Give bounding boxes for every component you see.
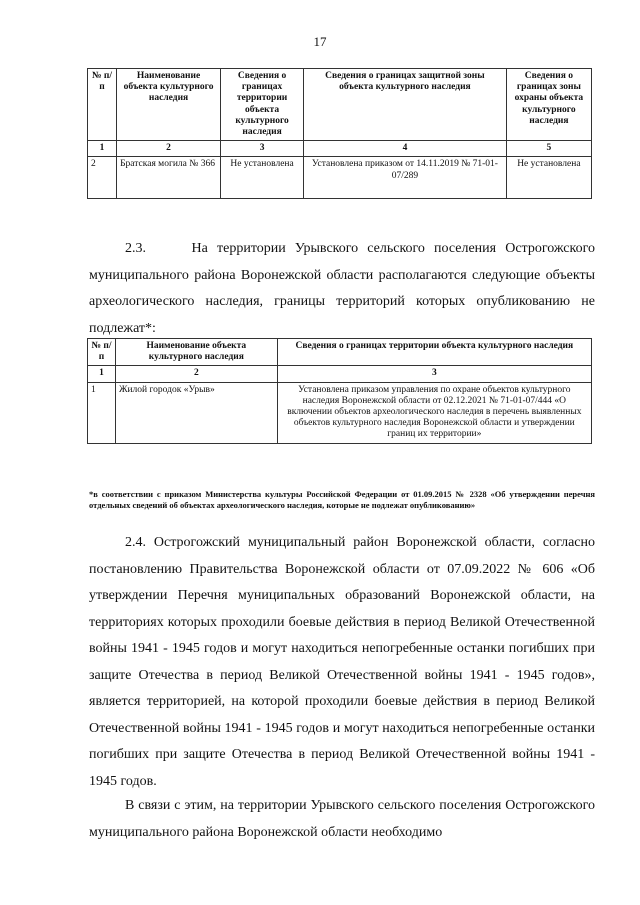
cell-object-name: Жилой городок «Урыв» (115, 382, 277, 443)
cell-number: 2 (88, 157, 117, 199)
cell-territory-bounds: Не установлена (221, 157, 304, 199)
column-number: 2 (115, 366, 277, 382)
cell-protective-zone: Установлена приказом от 14.11.2019 № 71-01-07/289 (304, 157, 507, 199)
column-number: 2 (117, 141, 221, 157)
column-number: 3 (221, 141, 304, 157)
table-row (88, 382, 592, 443)
page-number: 17 (313, 34, 327, 49)
column-number: 3 (277, 366, 591, 382)
cell-number: 1 (88, 382, 116, 443)
column-number: 1 (88, 366, 116, 382)
header-territory-bounds: Сведения о границах территории объекта культурного наследия (277, 339, 591, 366)
footnote: *в соответствии с приказом Министерства культуры Российской Федерации от 01.09.2015 № 2328 «Об утверждении перечня отдельных сведений об объектах археологического наследия, которые не подлежат опубликованию» (89, 489, 595, 510)
paragraph-2-3: 2.3. На территории Урывского сельского поселения Острогожского муниципального района Воронежской области располагаются следующие объекты археологического наследия, границы территорий которых опубликованию не подлежат*: (89, 241, 595, 336)
column-number: 5 (506, 141, 591, 157)
column-number-row (88, 141, 592, 157)
table-row (88, 157, 592, 199)
header-protective-zone: Сведения о границах защитной зоны объекта культурного наследия (304, 69, 507, 141)
column-number: 1 (88, 141, 117, 157)
header-protection-zone: Сведения о границах зоны охраны объекта культурного наследия (506, 69, 591, 141)
header-number: № п/п (88, 69, 117, 141)
header-object-name: Наименование объекта культурного наследия (117, 69, 221, 141)
header-territory-bounds: Сведения о границах территории объекта культурного наследия (221, 69, 304, 141)
header-object-name: Наименование объекта культурного наследия (115, 339, 277, 366)
cell-protection-zone: Не установлена (506, 157, 591, 199)
archaeological-heritage-table (87, 338, 592, 444)
table-header-row (88, 339, 592, 366)
column-number-row (88, 366, 592, 382)
paragraph-consequence: В связи с этим, на территории Урывского сельского поселения Острогожского муниципального района Воронежской области необходимо (89, 798, 595, 840)
heritage-zones-table (87, 68, 592, 199)
cell-territory-bounds: Установлена приказом управления по охране объектов культурного наследия Воронежской области от 02.12.2021 № 71-01-07/444 «О включении объектов археологического наследия в перечень выявленных объектов культурного наследия Воронежской области и утверждении границ их территории» (277, 382, 591, 443)
paragraph-2-4: 2.4. Острогожский муниципальный район Воронежской области, согласно постановлению Правительства Воронежской области от 07.09.2022 № 606 «Об утверждении Перечня муниципальных образований Воронежской области, на территориях которых проходили боевые действия в период Великой Отечественной войны 1941 - 1945 годов и могут находиться непогребенные останки погибших при защите Отечества в период Великой Отечественной войны 1941 - 1945 годов», является территорией, на которой проходили боевые действия в период Великой Отечественной войны 1941 - 1945 годов и могут находиться непогребенные останки погибших при защите Отечества в период Великой Отечественной войны 1941 - 1945 годов. (89, 535, 595, 789)
column-number: 4 (304, 141, 507, 157)
table-header-row (88, 69, 592, 141)
cell-object-name: Братская могила № 366 (117, 157, 221, 199)
header-number: № п/п (88, 339, 116, 366)
